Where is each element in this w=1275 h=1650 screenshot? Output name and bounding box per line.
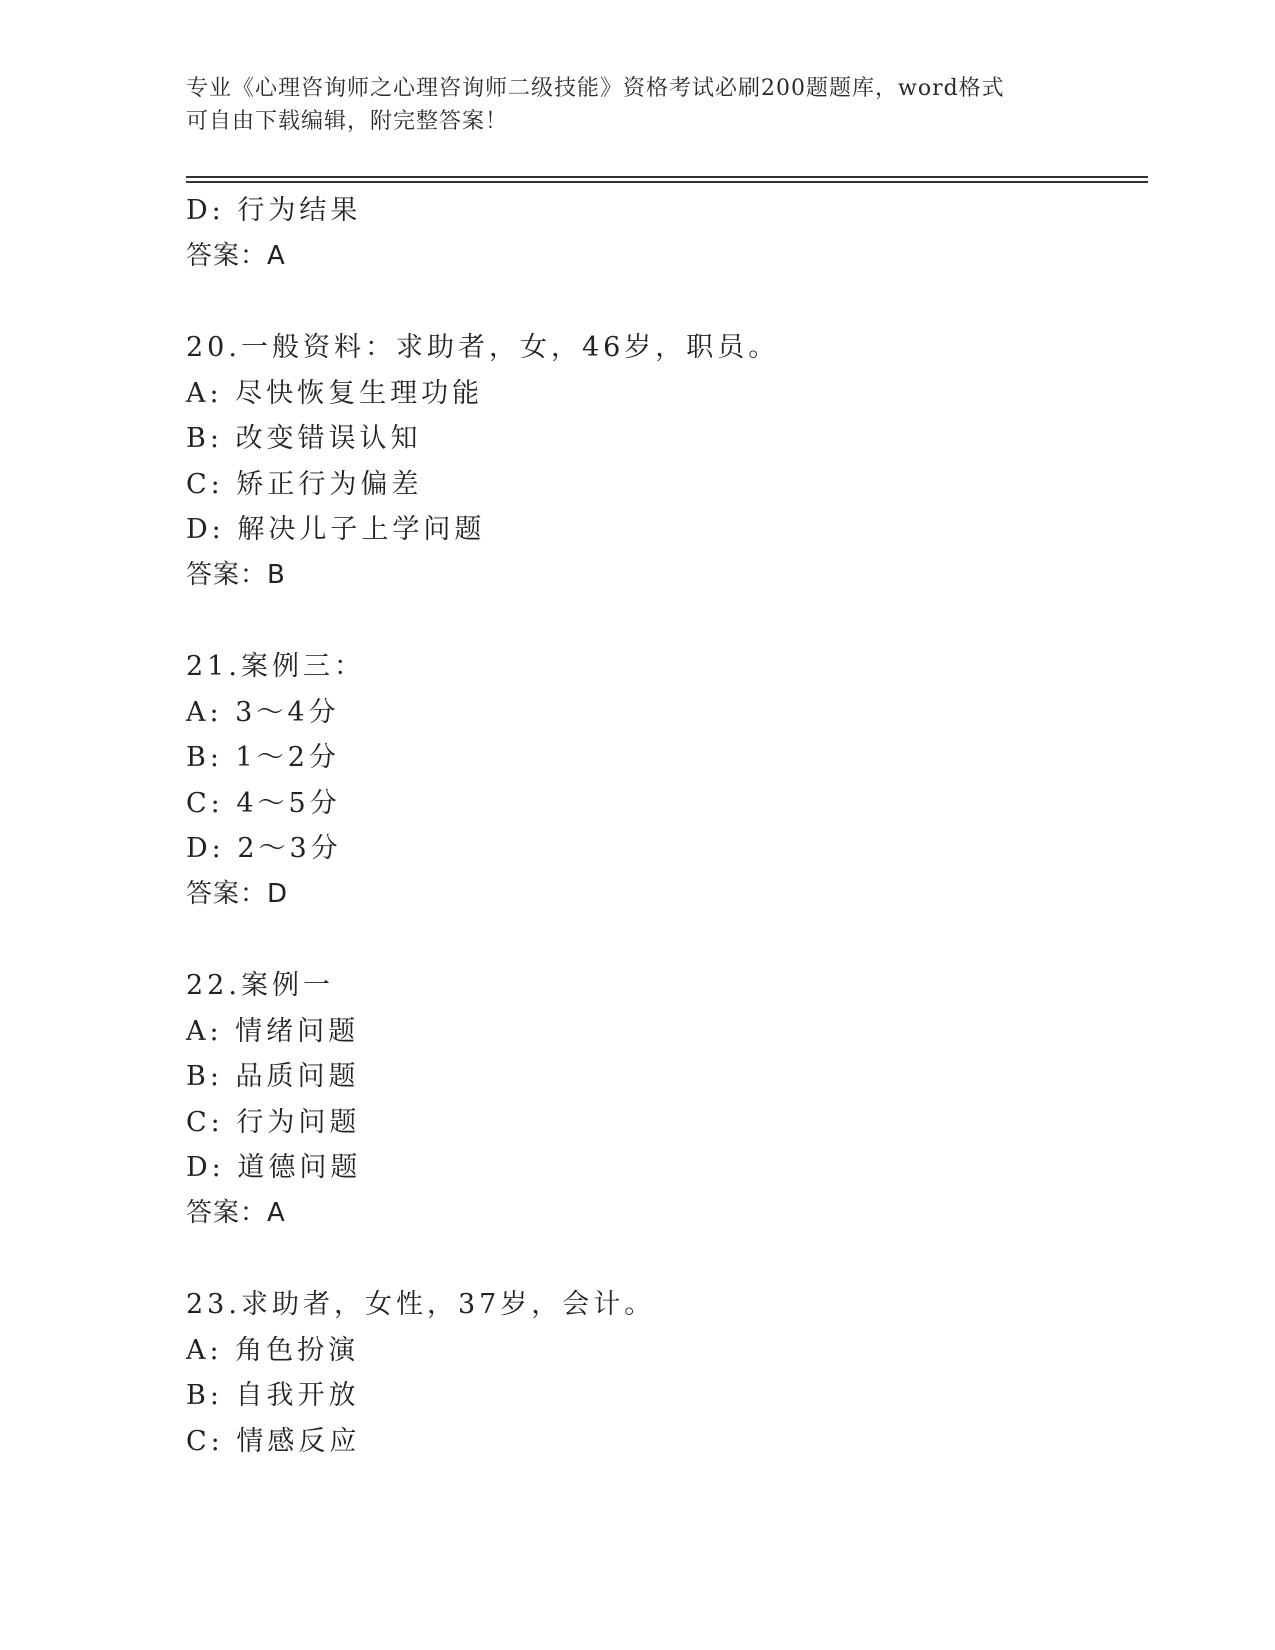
question-stem: 23.求助者，女性，37岁，会计。 [186, 1289, 656, 1320]
header-line-2: 可自由下载编辑，附完整答案！ [186, 109, 509, 134]
option-b: B: 自我开放 [186, 1380, 360, 1411]
question-22 [186, 963, 1146, 1236]
option-b: B: 品质问题 [186, 1061, 360, 1092]
answer: 答案：D [186, 878, 289, 909]
option-c: C: 行为问题 [186, 1106, 361, 1138]
option-a: A: 情绪问题 [186, 1015, 360, 1047]
option-a: A: 尽快恢复生理功能 [186, 377, 484, 409]
question-23 [186, 1282, 1146, 1464]
option-b: B: 1～2分 [186, 742, 340, 773]
question-stem: 20.一般资料：求助者，女，46岁，职员。 [186, 332, 780, 363]
question-20 [186, 325, 1146, 598]
option-c: C: 情感反应 [186, 1425, 361, 1457]
document-header [186, 72, 1066, 138]
option-a: A: 角色扮演 [186, 1334, 360, 1366]
header-divider-top [186, 176, 1148, 178]
question-21 [186, 644, 1146, 917]
option-a: A: 3～4分 [186, 696, 340, 728]
question-stem: 22.案例一 [186, 970, 334, 1001]
option-d: D: 行为结果 [186, 195, 362, 226]
header-line-1: 专业《心理咨询师之心理咨询师二级技能》资格考试必刷200题题库，word格式 [186, 76, 1005, 101]
option-d: D: 解决儿子上学问题 [186, 514, 486, 545]
answer: 答案：B [186, 559, 286, 590]
question-list [186, 188, 1146, 1464]
option-b: B: 改变错误认知 [186, 423, 422, 454]
option-c: C: 4～5分 [186, 787, 341, 819]
option-c: C: 矫正行为偏差 [186, 468, 423, 500]
header-divider-bottom [186, 181, 1148, 183]
option-d: D: 道德问题 [186, 1152, 362, 1183]
question-stem: 21.案例三： [186, 651, 365, 682]
answer: 答案：A [186, 240, 286, 271]
option-d: D: 2～3分 [186, 833, 342, 864]
answer: 答案：A [186, 1197, 286, 1228]
